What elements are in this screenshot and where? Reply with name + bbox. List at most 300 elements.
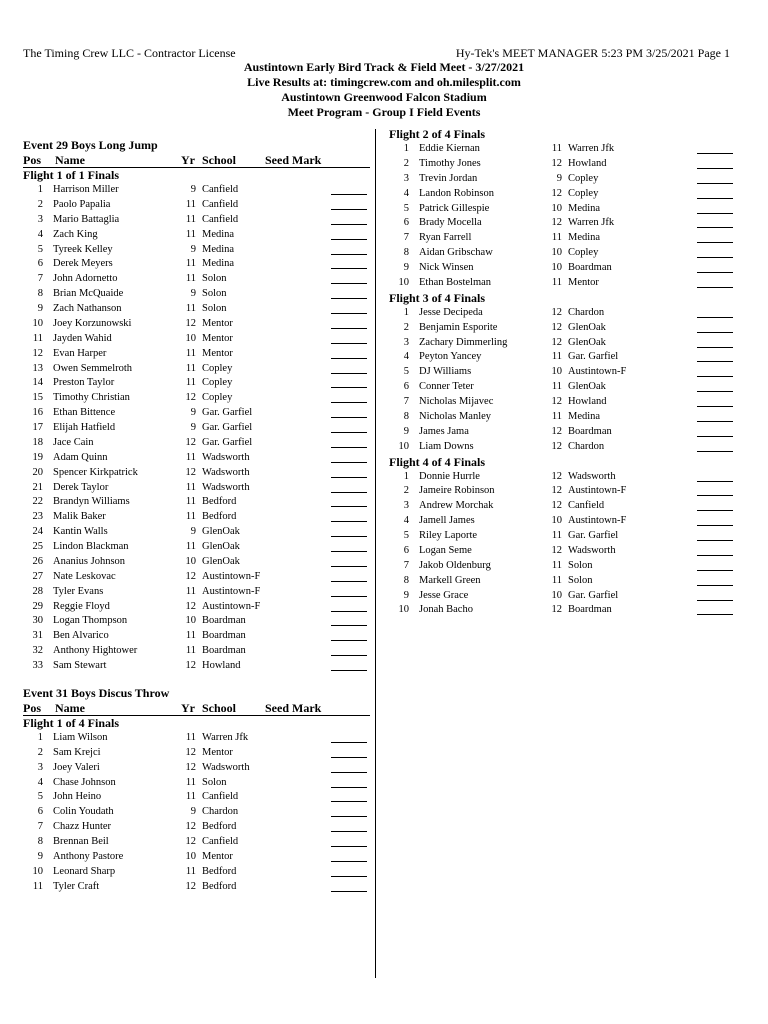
entry-pos: 7 — [37, 273, 43, 285]
entry-school: Mentor — [202, 347, 233, 359]
entry-school: Howland — [202, 660, 241, 671]
entry-yr: 11 — [551, 574, 562, 586]
entry-school: Chardon — [202, 806, 239, 818]
entry-yr: 12 — [185, 317, 196, 329]
entry-yr: 11 — [185, 273, 196, 285]
seed-mark-blank — [331, 451, 367, 463]
entry-row — [23, 376, 370, 391]
entry-school: Bedford — [202, 511, 237, 523]
entry-pos: 17 — [32, 422, 43, 433]
entry-row — [389, 529, 735, 544]
entry-yr: 11 — [185, 481, 196, 493]
entry-name: Brian McQuaide — [53, 288, 124, 300]
entry-pos: 14 — [32, 377, 43, 389]
entry-row — [23, 391, 370, 406]
entry-name: Brandyn Williams — [53, 496, 130, 508]
seed-mark-blank — [331, 820, 367, 832]
entry-yr: 9 — [190, 806, 196, 818]
seed-mark-blank — [331, 406, 367, 418]
entry-school: Copley — [568, 247, 599, 259]
entry-school: Wadsworth — [202, 761, 250, 773]
entry-yr: 11 — [185, 451, 196, 463]
entry-yr: 12 — [551, 425, 562, 437]
entry-name: Preston Taylor — [53, 377, 115, 389]
entry-yr: 11 — [185, 228, 196, 240]
entry-name: Chase Johnson — [53, 776, 116, 788]
entry-school: GlenOak — [568, 381, 606, 393]
entry-yr: 11 — [185, 585, 196, 597]
seed-mark-blank — [331, 376, 367, 388]
seed-mark-blank — [331, 790, 367, 802]
entry-pos: 6 — [403, 217, 409, 229]
seed-mark-blank — [697, 425, 733, 437]
entry-pos: 2 — [403, 321, 409, 333]
seed-mark-blank — [697, 574, 733, 586]
entry-name: Peyton Yancey — [419, 351, 482, 363]
entry-school: Canfield — [202, 836, 239, 847]
col-school-header: School — [202, 153, 237, 167]
entry-row — [23, 183, 370, 198]
entry-row — [23, 776, 370, 791]
entry-yr: 11 — [185, 511, 196, 523]
seed-mark-blank — [331, 659, 367, 671]
entry-yr: 10 — [551, 262, 562, 273]
entry-pos: 1 — [37, 731, 43, 743]
entry-name: Conner Teter — [419, 381, 474, 393]
entry-yr: 9 — [190, 407, 196, 419]
entry-school: Boardman — [568, 262, 612, 273]
entry-name: Timothy Christian — [53, 392, 130, 404]
entry-name: Zach King — [53, 228, 98, 240]
entry-yr: 9 — [190, 288, 196, 300]
seed-mark-blank — [331, 362, 367, 374]
entry-yr: 9 — [556, 172, 562, 184]
seed-mark-blank — [697, 202, 733, 214]
right-column — [389, 127, 735, 618]
seed-mark-blank — [697, 380, 733, 392]
entry-pos: 25 — [32, 541, 43, 552]
entry-yr: 9 — [190, 243, 196, 255]
entry-row — [23, 287, 370, 302]
entry-pos: 4 — [37, 776, 43, 788]
entry-pos: 20 — [32, 466, 43, 478]
entry-school: Boardman — [568, 425, 612, 437]
entry-name: Zach Nathanson — [53, 303, 122, 314]
seed-mark-blank — [331, 183, 367, 195]
col-pos-header: Pos — [23, 700, 41, 715]
entry-row — [389, 336, 735, 351]
entry-school: Gar. Garfiel — [202, 407, 253, 419]
seed-mark-blank — [697, 350, 733, 362]
entry-pos: 16 — [32, 407, 43, 419]
entry-school: Boardman — [202, 630, 246, 642]
entry-name: Colin Youdath — [53, 806, 114, 818]
entry-name: Paolo Papalia — [53, 198, 111, 210]
entry-pos: 8 — [403, 247, 409, 259]
entry-name: John Heino — [53, 791, 102, 803]
entry-name: Landon Robinson — [419, 187, 494, 199]
entry-yr: 10 — [185, 332, 196, 344]
seed-mark-blank — [331, 228, 367, 240]
entry-school: Canfield — [202, 213, 239, 225]
entry-school: Wadsworth — [202, 466, 250, 478]
entry-yr: 10 — [185, 615, 196, 627]
entry-row — [389, 410, 735, 425]
entry-school: GlenOak — [568, 336, 606, 348]
entry-school: Howland — [568, 396, 607, 407]
entry-pos: 7 — [37, 821, 43, 833]
entry-row — [23, 317, 370, 332]
entry-name: Aidan Gribschaw — [419, 247, 493, 259]
entry-yr: 12 — [551, 544, 562, 556]
entry-school: Bedford — [202, 880, 237, 892]
col-yr-header: Yr — [181, 153, 195, 167]
entry-yr: 12 — [185, 570, 196, 582]
seed-mark-blank — [331, 585, 367, 597]
header-right: Hy-Tek's MEET MANAGER 5:23 PM 3/25/2021 Page 1 — [455, 46, 730, 60]
seed-mark-blank — [697, 499, 733, 511]
entry-row — [389, 574, 735, 589]
entry-pos: 27 — [32, 570, 43, 582]
entry-row — [389, 142, 735, 157]
seed-mark-blank — [697, 336, 733, 348]
event-title: Event 29 Boys Long Jump — [23, 138, 158, 152]
entry-name: Jameire Robinson — [419, 485, 495, 497]
entry-pos: 3 — [37, 761, 43, 773]
entry-row — [389, 246, 735, 261]
entry-row — [389, 440, 735, 455]
entry-yr: 12 — [551, 336, 562, 348]
entry-pos: 2 — [403, 157, 409, 169]
entry-name: Derek Taylor — [53, 481, 109, 493]
entry-row — [389, 321, 735, 336]
entry-name: Kantin Walls — [53, 526, 108, 538]
entry-row — [23, 600, 370, 615]
entry-yr: 12 — [551, 321, 562, 333]
entry-school: Mentor — [568, 276, 599, 288]
entry-name: Reggie Floyd — [53, 600, 110, 612]
seed-mark-blank — [331, 746, 367, 758]
entry-school: Austintown-F — [568, 366, 627, 378]
col-seed-header: Seed Mark — [265, 153, 322, 167]
seed-mark-blank — [331, 287, 367, 299]
seed-mark-blank — [331, 540, 367, 552]
entry-name: Anthony Pastore — [53, 850, 124, 862]
entry-name: Brennan Beil — [53, 836, 109, 847]
seed-mark-blank — [331, 880, 367, 892]
entry-pos: 9 — [403, 425, 409, 437]
seed-mark-blank — [331, 332, 367, 344]
seed-mark-blank — [331, 421, 367, 433]
entry-pos: 10 — [32, 865, 43, 877]
entry-yr: 11 — [185, 362, 196, 374]
entry-row — [23, 659, 370, 674]
entry-yr: 9 — [190, 526, 196, 538]
seed-mark-blank — [331, 614, 367, 626]
entry-yr: 11 — [551, 143, 562, 154]
entry-school: Mentor — [202, 317, 233, 329]
header-left: The Timing Crew LLC - Contractor License — [23, 46, 236, 60]
col-name-header: Name — [55, 700, 85, 715]
entry-school: Mentor — [202, 332, 233, 344]
entry-school: Solon — [202, 273, 227, 285]
seed-mark-blank — [331, 525, 367, 537]
entry-pos: 5 — [403, 366, 409, 378]
entry-name: Jace Cain — [53, 436, 94, 448]
seed-mark-blank — [331, 495, 367, 507]
entry-name: Chazz Hunter — [53, 821, 112, 833]
entry-name: Logan Thompson — [53, 615, 128, 627]
flight-label: Flight 3 of 4 Finals — [389, 290, 486, 305]
entry-name: Elijah Hatfield — [53, 422, 116, 433]
seed-mark-blank — [697, 603, 733, 615]
entry-yr: 12 — [551, 217, 562, 229]
entry-name: Evan Harper — [53, 347, 107, 359]
entry-yr: 11 — [185, 303, 196, 314]
entry-yr: 11 — [185, 865, 196, 877]
entry-name: DJ Williams — [419, 366, 472, 378]
entry-row — [23, 731, 370, 746]
seed-mark-blank — [331, 391, 367, 403]
seed-mark-blank — [331, 302, 367, 314]
seed-mark-blank — [697, 365, 733, 377]
entry-row — [23, 481, 370, 496]
seed-mark-blank — [331, 347, 367, 359]
seed-mark-blank — [697, 559, 733, 571]
entry-yr: 12 — [185, 761, 196, 773]
entry-name: Spencer Kirkpatrick — [53, 466, 138, 478]
entry-pos: 6 — [37, 258, 43, 270]
entry-pos: 3 — [37, 213, 43, 225]
entry-yr: 12 — [185, 436, 196, 448]
entry-yr: 11 — [185, 213, 196, 225]
seed-mark-blank — [331, 776, 367, 788]
entry-pos: 31 — [32, 630, 43, 642]
entry-row — [23, 466, 370, 481]
entry-row — [389, 306, 735, 321]
entry-pos: 2 — [37, 746, 43, 758]
entry-pos: 1 — [37, 184, 43, 195]
entry-school: Austintown-F — [202, 570, 261, 582]
entry-school: Austintown-F — [202, 585, 261, 597]
entry-school: Austintown-F — [202, 600, 261, 612]
seed-mark-blank — [331, 731, 367, 743]
entry-yr: 12 — [185, 880, 196, 892]
entry-name: Tyreek Kelley — [53, 243, 113, 255]
entry-school: Solon — [568, 559, 593, 571]
entry-name: Ethan Bostelman — [419, 276, 492, 288]
entry-name: Owen Semmelroth — [53, 362, 133, 374]
entry-school: Solon — [202, 776, 227, 788]
entry-yr: 9 — [190, 184, 196, 195]
entry-name: Derek Meyers — [53, 258, 113, 270]
entry-row — [389, 425, 735, 440]
entry-pos: 28 — [32, 585, 43, 597]
entry-name: Joey Valeri — [53, 761, 100, 773]
entry-school: Canfield — [202, 198, 239, 210]
entry-pos: 1 — [403, 470, 409, 482]
entry-school: Medina — [202, 243, 235, 255]
entry-name: Jakob Oldenburg — [419, 559, 491, 571]
entry-yr: 11 — [551, 381, 562, 393]
seed-mark-blank — [697, 321, 733, 333]
entry-name: Jamell James — [419, 515, 475, 527]
entry-yr: 10 — [551, 202, 562, 214]
entry-school: Chardon — [568, 306, 605, 318]
entry-school: Copley — [568, 172, 599, 184]
seed-mark-blank — [697, 470, 733, 482]
entry-row — [23, 850, 370, 865]
seed-mark-blank — [697, 216, 733, 228]
entry-pos: 5 — [37, 791, 43, 803]
entry-row — [23, 585, 370, 600]
entry-pos: 19 — [32, 451, 43, 463]
seed-mark-blank — [697, 529, 733, 541]
seed-mark-blank — [331, 198, 367, 210]
entry-pos: 1 — [403, 143, 409, 154]
entry-row — [389, 187, 735, 202]
entry-school: Copley — [202, 377, 233, 389]
entry-row — [389, 589, 735, 604]
meet-titles — [0, 60, 768, 120]
seed-mark-blank — [331, 272, 367, 284]
entry-school: Copley — [202, 392, 233, 404]
entry-name: Eddie Kiernan — [419, 143, 480, 154]
entry-row — [389, 559, 735, 574]
entry-school: Howland — [568, 157, 607, 169]
seed-mark-blank — [331, 213, 367, 225]
entry-yr: 11 — [551, 232, 562, 244]
entry-pos: 11 — [32, 332, 43, 344]
entry-yr: 11 — [185, 198, 196, 210]
entry-name: Markell Green — [419, 574, 481, 586]
seed-mark-blank — [331, 436, 367, 448]
entry-yr: 11 — [185, 541, 196, 552]
entry-name: Adam Quinn — [53, 451, 108, 463]
entry-school: Medina — [568, 232, 601, 244]
entry-name: Nicholas Manley — [419, 410, 492, 422]
entry-row — [23, 525, 370, 540]
column-header-row — [23, 153, 370, 168]
entry-name: Ryan Farrell — [419, 232, 472, 244]
venue-line: Austintown Greenwood Falcon Stadium — [281, 90, 487, 104]
entry-row — [23, 510, 370, 525]
entry-school: Chardon — [568, 440, 605, 452]
entry-yr: 10 — [551, 515, 562, 527]
col-pos-header: Pos — [23, 153, 41, 167]
entry-school: Gar. Garfiel — [568, 351, 619, 363]
seed-mark-blank — [331, 644, 367, 656]
seed-mark-blank — [697, 306, 733, 318]
entry-row — [23, 302, 370, 317]
entry-pos: 8 — [403, 410, 409, 422]
seed-mark-blank — [331, 570, 367, 582]
entry-school: Medina — [202, 228, 235, 240]
entry-name: Sam Stewart — [53, 660, 107, 671]
entry-pos: 10 — [398, 604, 409, 616]
seed-mark-blank — [331, 629, 367, 641]
event-spacer — [23, 674, 370, 685]
entry-school: Mentor — [202, 850, 233, 862]
entry-school: Medina — [568, 202, 601, 214]
entry-school: Copley — [202, 362, 233, 374]
entry-pos: 22 — [32, 496, 43, 508]
entry-yr: 10 — [185, 555, 196, 567]
entry-school: Wadsworth — [202, 481, 250, 493]
entry-school: GlenOak — [202, 541, 240, 552]
entry-name: Malik Baker — [53, 511, 106, 523]
entry-row — [23, 790, 370, 805]
entry-school: GlenOak — [202, 526, 240, 538]
entry-school: Warren Jfk — [568, 143, 615, 154]
entry-name: Zachary Dimmerling — [419, 336, 508, 348]
entry-school: Solon — [202, 288, 227, 300]
entry-pos: 24 — [32, 526, 43, 538]
seed-mark-blank — [697, 142, 733, 154]
entry-school: Medina — [568, 410, 601, 422]
entry-yr: 12 — [551, 485, 562, 497]
seed-mark-blank — [697, 261, 733, 273]
entry-row — [23, 570, 370, 585]
entry-row — [23, 495, 370, 510]
entry-yr: 12 — [551, 500, 562, 512]
entry-pos: 1 — [403, 306, 409, 318]
seed-mark-blank — [697, 187, 733, 199]
seed-mark-blank — [331, 257, 367, 269]
seed-mark-blank — [697, 276, 733, 288]
entry-yr: 11 — [185, 776, 196, 788]
entry-pos: 30 — [32, 615, 43, 627]
seed-mark-blank — [331, 761, 367, 773]
entry-pos: 3 — [403, 172, 409, 184]
column-divider — [375, 129, 376, 978]
seed-mark-blank — [697, 172, 733, 184]
entry-row — [23, 406, 370, 421]
entry-name: Liam Wilson — [53, 731, 108, 743]
entry-row — [23, 835, 370, 850]
entry-school: Wadsworth — [568, 470, 616, 482]
entry-name: James Jama — [419, 425, 469, 437]
entry-row — [23, 198, 370, 213]
entry-row — [389, 365, 735, 380]
entry-row — [389, 603, 735, 618]
entry-yr: 11 — [185, 630, 196, 642]
flight-label: Flight 2 of 4 Finals — [389, 127, 486, 141]
seed-mark-blank — [331, 510, 367, 522]
entry-pos: 8 — [403, 574, 409, 586]
entry-pos: 4 — [403, 187, 409, 199]
entry-name: Joey Korzunowski — [53, 317, 132, 329]
entry-row — [389, 202, 735, 217]
entry-school: Boardman — [202, 645, 246, 657]
entry-yr: 11 — [551, 276, 562, 288]
entry-yr: 10 — [551, 366, 562, 378]
col-seed-header: Seed Mark — [265, 700, 322, 715]
entry-pos: 10 — [398, 276, 409, 288]
entry-name: Donnie Hurrle — [419, 470, 480, 482]
seed-mark-blank — [697, 440, 733, 452]
entry-row — [23, 332, 370, 347]
entry-yr: 11 — [551, 351, 562, 363]
entry-pos: 9 — [403, 589, 409, 601]
entry-row — [23, 362, 370, 377]
entry-pos: 3 — [403, 500, 409, 512]
entry-school: Boardman — [568, 604, 612, 616]
entry-pos: 2 — [403, 485, 409, 497]
flight-label: Flight 1 of 4 Finals — [23, 715, 120, 730]
entry-school: Solon — [202, 303, 227, 314]
flight-label: Flight 1 of 1 Finals — [23, 168, 120, 182]
